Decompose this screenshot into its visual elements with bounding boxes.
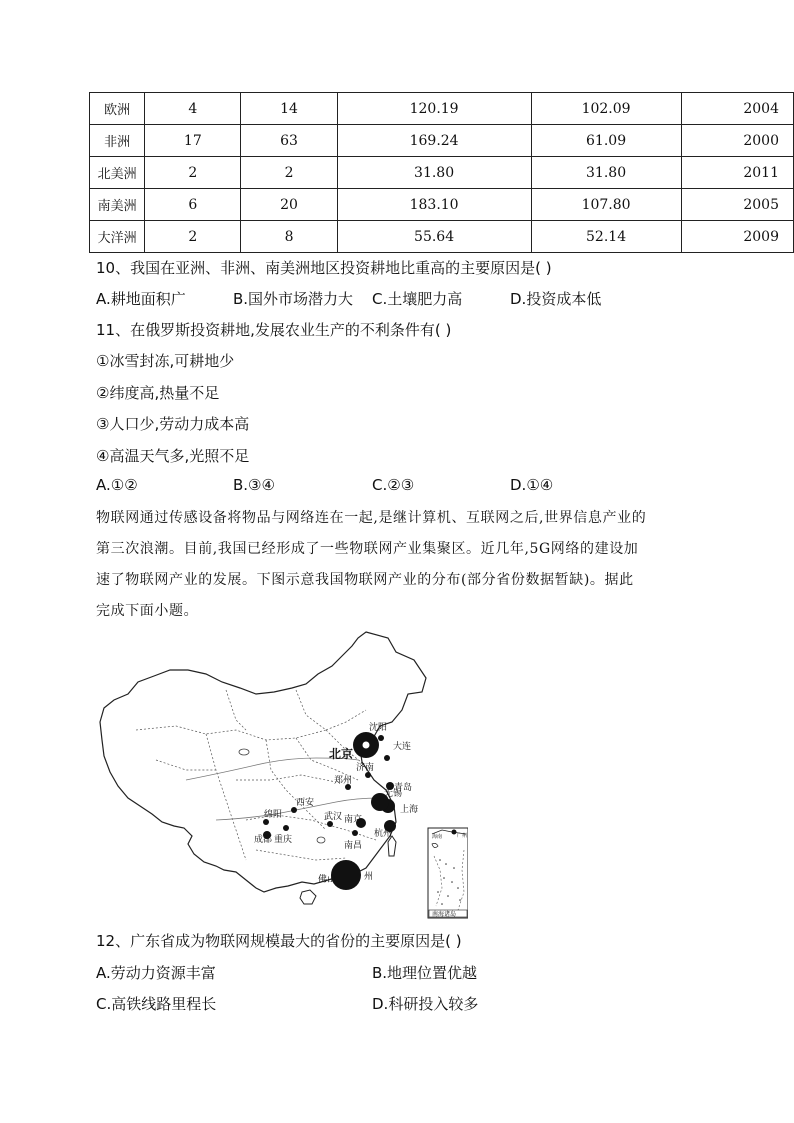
- passage-line: 物联网通过传感设备将物品与网络连在一起,是继计算机、互联网之后,世界信息产业的: [96, 510, 647, 526]
- lake: [239, 749, 249, 755]
- question-11-option-b[interactable]: B.③④: [233, 476, 275, 494]
- hainan-island: [300, 890, 316, 904]
- table-cell: 31.80: [337, 157, 531, 189]
- city-label: 重庆: [274, 835, 293, 845]
- city-label: 西安: [296, 798, 315, 808]
- table-cell: 2000: [681, 125, 793, 157]
- question-10-stem: 10、我国在亚洲、非洲、南美洲地区投资耕地比重高的主要原因是( ): [96, 259, 552, 277]
- region-cell: 欧洲: [90, 93, 145, 125]
- table-cell: 20: [241, 189, 337, 221]
- region-cell: 南美洲: [90, 189, 145, 221]
- table-cell: 120.19: [337, 93, 531, 125]
- taiwan-island: [388, 836, 396, 856]
- passage-line: 速了物联网产业的发展。下图示意我国物联网产业的分布(部分省份数据暂缺)。据此: [96, 572, 634, 588]
- city-label: 南京: [344, 815, 363, 825]
- iot-distribution-map: [96, 630, 468, 920]
- table-cell: 2: [145, 157, 241, 189]
- inset-label: 海南: [432, 834, 443, 840]
- table-cell: 2004: [681, 93, 793, 125]
- table-cell: 14: [241, 93, 337, 125]
- city-label: 杭州: [374, 829, 393, 839]
- question-12-stem: 12、广东省成为物联网规模最大的省份的主要原因是( ): [96, 932, 462, 950]
- question-10-option-d[interactable]: D.投资成本低: [510, 290, 602, 308]
- table-cell: 2009: [681, 221, 793, 253]
- table-cell: 107.80: [531, 189, 681, 221]
- city-label: 郑州: [334, 776, 353, 786]
- city-label: 州: [364, 872, 374, 882]
- investment-table: [89, 92, 794, 253]
- question-11-option-d[interactable]: D.①④: [510, 476, 554, 494]
- city-label: 济南: [356, 763, 375, 773]
- question-12-option-d[interactable]: D.科研投入较多: [372, 995, 479, 1013]
- city-label: 成都: [254, 835, 273, 845]
- city-label: 南昌: [344, 841, 363, 851]
- city-label: 北京: [329, 747, 354, 761]
- capital-marker: [363, 742, 369, 748]
- question-11-item: ③人口少,劳动力成本高: [96, 415, 250, 433]
- table-row: [90, 221, 794, 253]
- question-11-option-c[interactable]: C.②③: [372, 476, 415, 494]
- table-cell: 52.14: [531, 221, 681, 253]
- city-label: 大连: [393, 742, 412, 752]
- city-label: 沈阳: [369, 723, 388, 733]
- question-12-option-c[interactable]: C.高铁线路里程长: [96, 995, 217, 1013]
- table-cell: 31.80: [531, 157, 681, 189]
- table-row: [90, 157, 794, 189]
- question-12-option-b[interactable]: B.地理位置优越: [372, 964, 478, 982]
- table-cell: 55.64: [337, 221, 531, 253]
- table-cell: 2005: [681, 189, 793, 221]
- table-cell: 2011: [681, 157, 793, 189]
- city-label: 佛山: [318, 875, 337, 885]
- table-cell: 63: [241, 125, 337, 157]
- passage-line: 第三次浪潮。目前,我国已经形成了一些物联网产业集聚区。近几年,5G网络的建设加: [96, 541, 639, 557]
- region-cell: 大洋洲: [90, 221, 145, 253]
- question-11-item: ①冰雪封冻,可耕地少: [96, 352, 235, 370]
- cluster-shenyang: [378, 735, 384, 741]
- cluster-chongqing: [283, 825, 289, 831]
- rivers: [186, 758, 380, 820]
- table-cell: 183.10: [337, 189, 531, 221]
- passage-line: 完成下面小题。: [96, 603, 199, 619]
- city-label: 绵阳: [264, 810, 283, 820]
- table-cell: 102.09: [531, 93, 681, 125]
- table-cell: 61.09: [531, 125, 681, 157]
- table-cell: 2: [241, 157, 337, 189]
- question-10-option-b[interactable]: B.国外市场潜力大: [233, 290, 354, 308]
- cluster-dalian: [384, 755, 390, 761]
- table-cell: 4: [145, 93, 241, 125]
- table-cell: 17: [145, 125, 241, 157]
- city-label: 青岛: [394, 783, 413, 793]
- inset-title: 南海诸岛: [432, 911, 457, 918]
- city-label: 无锡: [384, 789, 403, 799]
- inset-label: 广州: [457, 833, 468, 839]
- table-cell: 6: [145, 189, 241, 221]
- question-10-option-a[interactable]: A.耕地面积广: [96, 290, 186, 308]
- table-cell: 2: [145, 221, 241, 253]
- south-china-sea-inset: [428, 828, 468, 918]
- question-12-option-a[interactable]: A.劳动力资源丰富: [96, 964, 216, 982]
- city-label: 上海: [400, 805, 419, 815]
- question-11-option-a[interactable]: A.①②: [96, 476, 138, 494]
- cluster-nanchang: [352, 830, 358, 836]
- region-cell: 北美洲: [90, 157, 145, 189]
- question-10-option-c[interactable]: C.土壤肥力高: [372, 290, 463, 308]
- table-row: [90, 93, 794, 125]
- question-11-stem: 11、在俄罗斯投资耕地,发展农业生产的不利条件有( ): [96, 321, 452, 339]
- table-cell: 8: [241, 221, 337, 253]
- table-row: [90, 189, 794, 221]
- question-11-item: ④高温天气多,光照不足: [96, 447, 250, 465]
- lake: [317, 837, 325, 843]
- question-11-item: ②纬度高,热量不足: [96, 384, 220, 402]
- region-cell: 非洲: [90, 125, 145, 157]
- table-row: [90, 125, 794, 157]
- city-label: 武汉: [324, 812, 343, 822]
- china-outline: [100, 632, 426, 892]
- table-cell: 169.24: [337, 125, 531, 157]
